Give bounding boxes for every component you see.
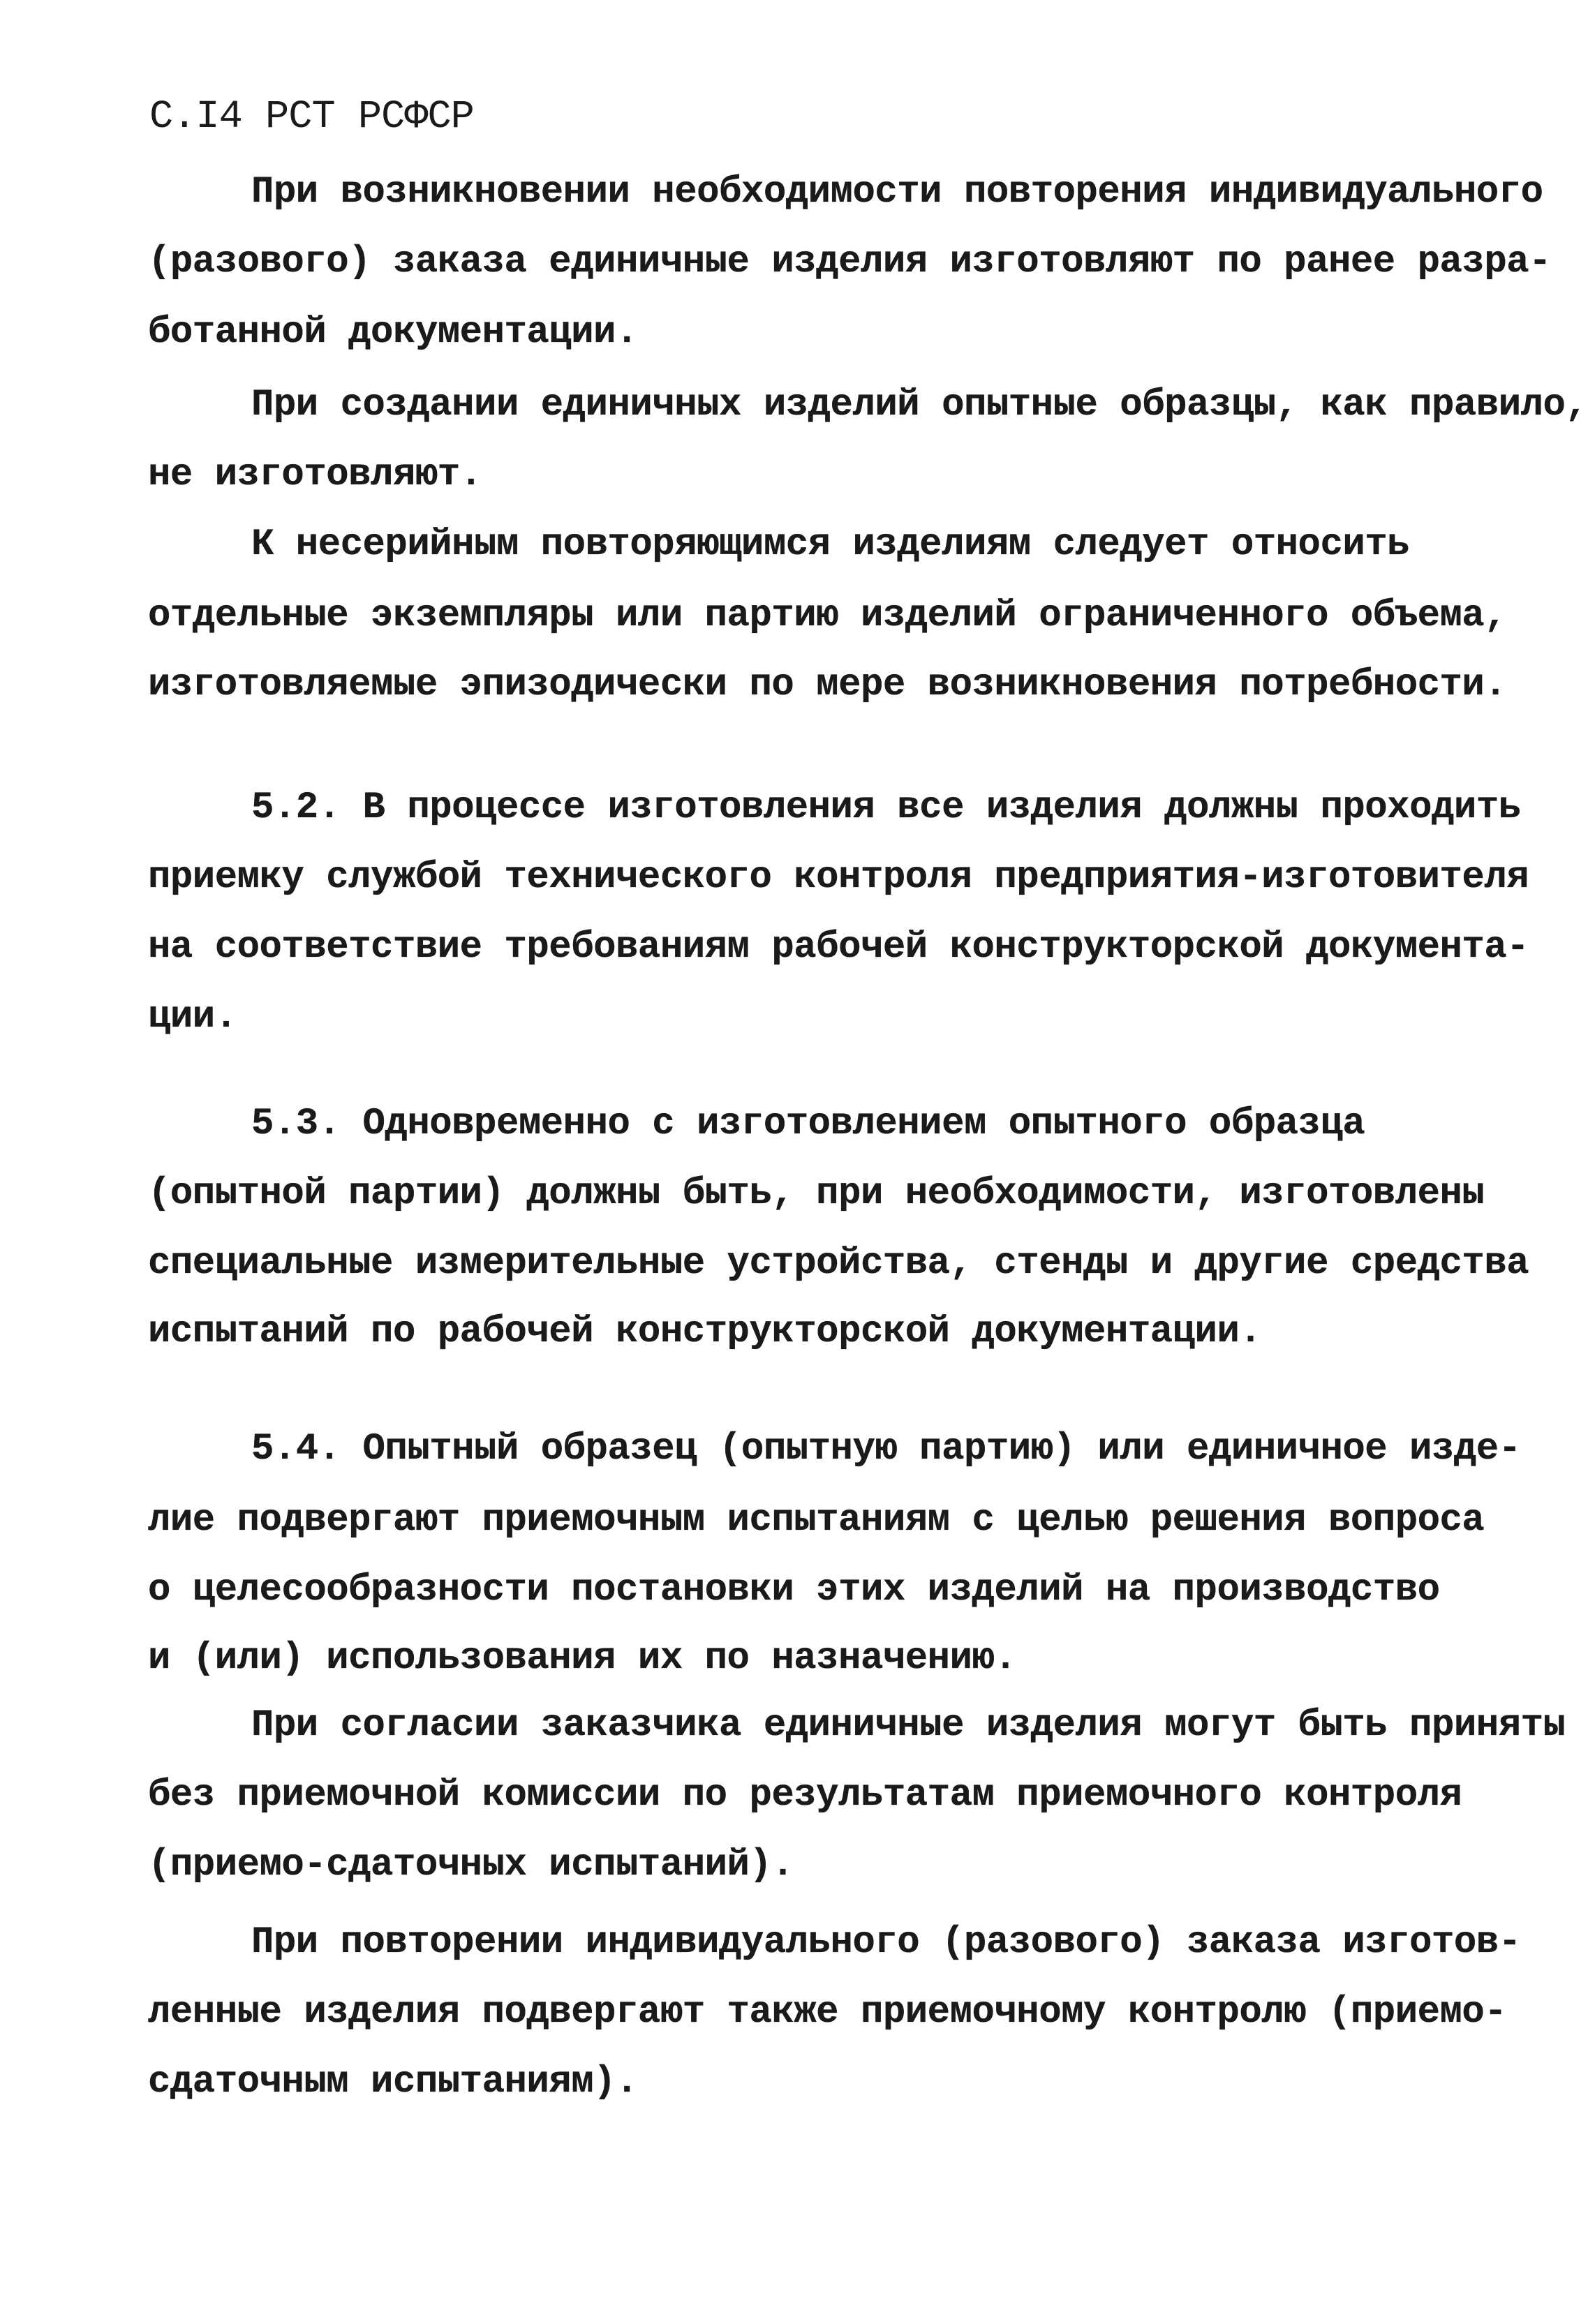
paragraph-line: изготовляемые эпизодически по мере возникновения потребности. bbox=[148, 664, 1507, 706]
paragraph-line: При повторении индивидуального (разового) заказа изготов- bbox=[251, 1921, 1521, 1964]
paragraph-line: сдаточным испытаниям). bbox=[148, 2061, 638, 2103]
paragraph-line: ботанной документации. bbox=[148, 311, 638, 354]
clause-5-3-line: испытаний по рабочей конструкторской документации. bbox=[148, 1311, 1262, 1353]
paragraph-line: не изготовляют. bbox=[148, 454, 482, 496]
paragraph-line: (разового) заказа единичные изделия изготовляют по ранее разра- bbox=[148, 241, 1552, 283]
paragraph-line: При возникновении необходимости повторения индивидуального bbox=[251, 171, 1543, 214]
clause-5-4-line: и (или) использования их по назначению. bbox=[148, 1637, 1017, 1680]
clause-5-3-line: 5.3. Одновременно с изготовлением опытного образца bbox=[251, 1103, 1365, 1145]
clause-5-4-line: 5.4. Опытный образец (опытную партию) или единичное изде- bbox=[251, 1428, 1521, 1470]
paragraph-line: (приемо-сдаточных испытаний). bbox=[148, 1844, 794, 1886]
paragraph-line: отдельные экземпляры или партию изделий ограниченного объема, bbox=[148, 595, 1507, 637]
clause-5-2-line: ции. bbox=[148, 996, 237, 1038]
paragraph-line: При создании единичных изделий опытные образцы, как правило, bbox=[251, 384, 1588, 426]
clause-5-3-line: (опытной партии) должны быть, при необходимости, изготовлены bbox=[148, 1172, 1485, 1215]
clause-5-2-line: приемку службой технического контроля предприятия-изготовителя bbox=[148, 856, 1529, 899]
paragraph-line: К несерийным повторяющимся изделиям следует относить bbox=[251, 523, 1410, 566]
clause-5-4-line: лие подвергают приемочным испытаниям с целью решения вопроса bbox=[148, 1499, 1485, 1542]
clause-5-2-line: 5.2. В процессе изготовления все изделия должны проходить bbox=[251, 787, 1521, 829]
paragraph-line: ленные изделия подвергают также приемочному контролю (приемо- bbox=[148, 1991, 1507, 2034]
clause-5-4-line: о целесообразности постановки этих изделий на производство bbox=[148, 1569, 1440, 1611]
paragraph-line: При согласии заказчика единичные изделия могут быть приняты bbox=[251, 1704, 1566, 1747]
page-header: С.I4 РСТ РСФСР bbox=[149, 95, 474, 140]
clause-5-2-line: на соответствие требованиям рабочей конструкторской документа- bbox=[148, 926, 1529, 969]
clause-5-3-line: специальные измерительные устройства, стенды и другие средства bbox=[148, 1242, 1529, 1285]
paragraph-line: без приемочной комиссии по результатам приемочного контроля bbox=[148, 1774, 1462, 1817]
